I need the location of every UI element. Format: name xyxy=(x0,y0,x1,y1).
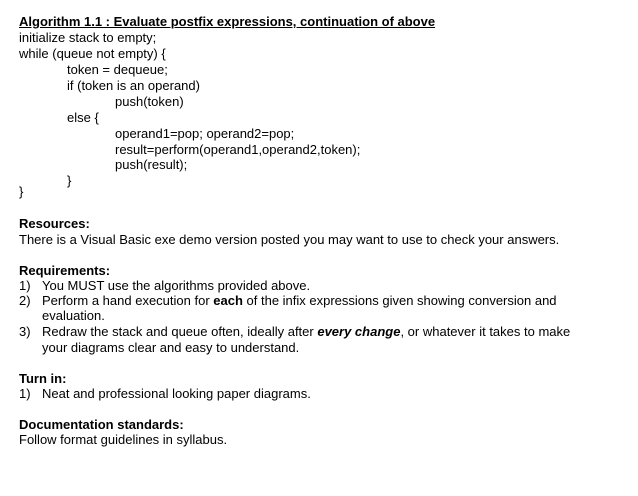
requirement-text: , or whatever it takes to make xyxy=(400,324,571,339)
list-number: 3) xyxy=(19,324,31,339)
code-line: if (token is an operand) xyxy=(67,78,200,93)
code-line: result=perform(operand1,operand2,token); xyxy=(115,142,361,157)
code-line: } xyxy=(19,184,24,199)
doc-standards-heading: Documentation standards: xyxy=(19,417,184,432)
emphasis-text: each xyxy=(213,293,243,308)
turn-in-heading: Turn in: xyxy=(19,371,67,386)
list-number: 1) xyxy=(19,386,31,401)
requirement-item xyxy=(42,293,557,308)
code-line: operand1=pop; operand2=pop; xyxy=(115,126,295,141)
code-line: push(result); xyxy=(115,157,188,172)
list-number: 2) xyxy=(19,293,31,308)
requirement-text: Redraw the stack and queue often, ideally after xyxy=(42,324,318,339)
requirement-item xyxy=(42,324,570,339)
requirement-item-continuation: your diagrams clear and easy to understand. xyxy=(42,340,300,355)
resources-heading: Resources: xyxy=(19,216,90,231)
algorithm-title: Algorithm 1.1 : Evaluate postfix expressions, continuation of above xyxy=(19,14,436,29)
code-line: while (queue not empty) { xyxy=(19,46,166,61)
code-line: initialize stack to empty; xyxy=(19,30,157,45)
code-line: token = dequeue; xyxy=(67,62,168,77)
resources-text: There is a Visual Basic exe demo version posted you may want to use to check your answers. xyxy=(19,232,560,247)
code-line: else { xyxy=(67,110,99,125)
turn-in-item: Neat and professional looking paper diagrams. xyxy=(42,386,311,401)
list-number: 1) xyxy=(19,278,31,293)
requirement-text: Perform a hand execution for xyxy=(42,293,214,308)
code-line: } xyxy=(67,173,72,188)
code-line: push(token) xyxy=(115,94,184,109)
doc-standards-text: Follow format guidelines in syllabus. xyxy=(19,432,228,447)
requirement-item: You MUST use the algorithms provided above. xyxy=(42,278,311,293)
emphasis-text: every change xyxy=(317,324,401,339)
requirements-heading: Requirements: xyxy=(19,263,111,278)
requirement-item-continuation: evaluation. xyxy=(42,308,105,323)
requirement-text: of the infix expressions given showing conversion and xyxy=(242,293,557,308)
